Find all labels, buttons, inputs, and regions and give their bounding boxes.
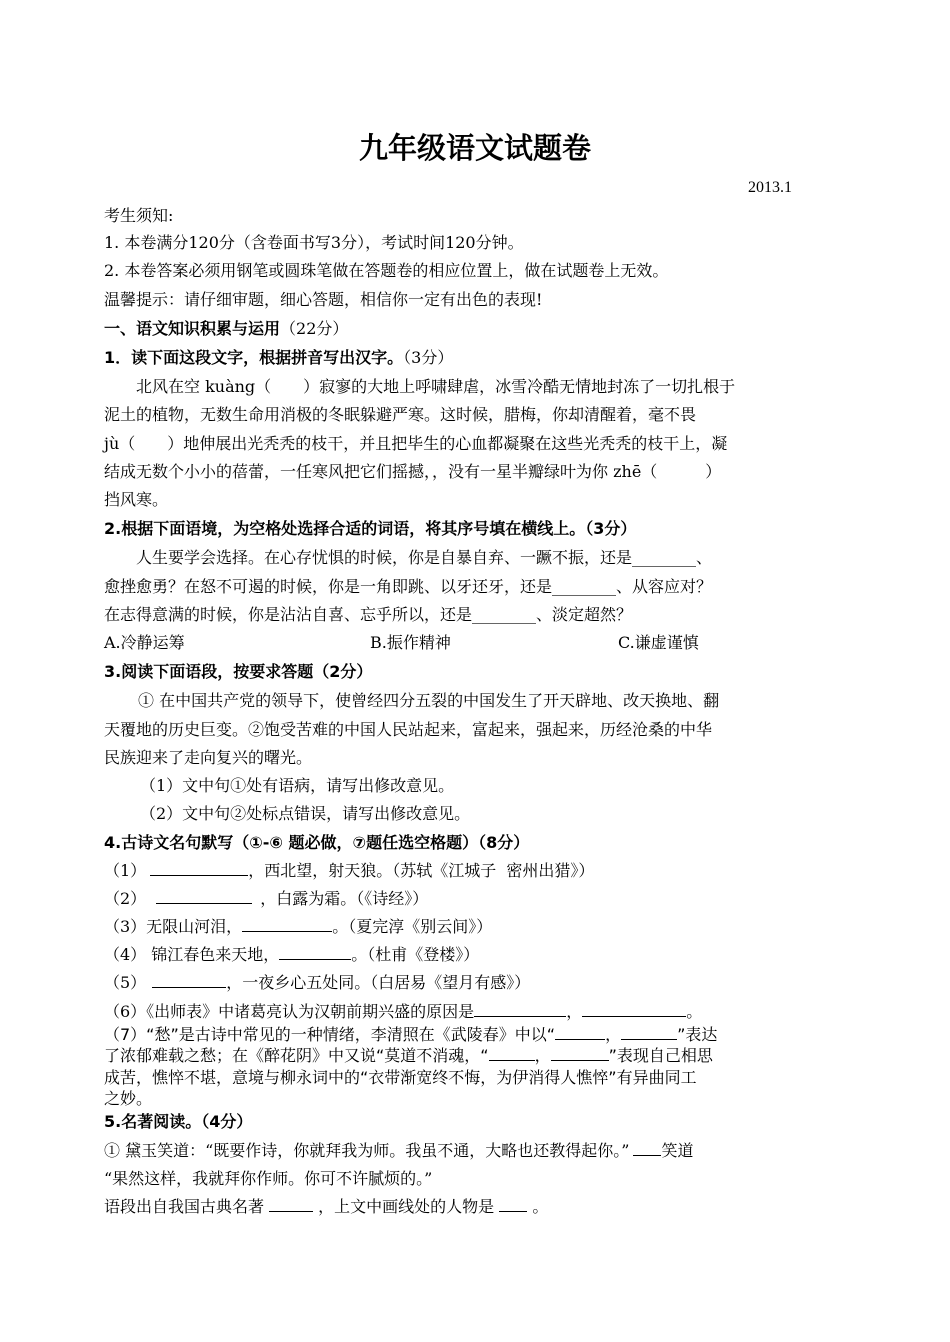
q5-quote-tail: 笑道 [661, 1141, 694, 1160]
q4-item-3-source: 。（夏完淳《别云间》） [332, 917, 493, 936]
q4-item-1-label: （1） [104, 861, 147, 880]
q4-item-4 [104, 944, 479, 966]
answer-blank[interactable] [633, 1141, 661, 1156]
q4-item-7-comma: ， [605, 1025, 622, 1044]
q5-line-2: “果然这样，我就拜你作师。你可不许腻烦的。” [104, 1169, 433, 1188]
q4-item-4-text: （4） 锦江春色来天地， [104, 945, 280, 964]
q4-item-7-tail-2: ”表现自己相思 [608, 1046, 713, 1065]
answer-blank[interactable] [551, 1046, 609, 1061]
q3-sub-2: （2）文中句②处标点错误，请写出修改意见。 [140, 804, 471, 823]
q3-heading: 3.阅读下面语段，按要求答题（2分） [104, 662, 373, 681]
q4-item-7-tail: ”表达 [677, 1025, 718, 1044]
q4-item-6-text: （6）《出师表》中诸葛亮认为汉朝前期兴盛的原因是 [104, 1002, 475, 1021]
q4-item-6-end: 。 [686, 1002, 703, 1021]
answer-blank[interactable] [150, 861, 248, 876]
q2-option-b: B.振作精神 [370, 633, 451, 652]
q4-item-7-line-4: 之妙。 [104, 1089, 153, 1108]
q4-item-2-text: ，白露为霜。（《诗经》） [260, 889, 429, 908]
q1-line-1: 北风在空 kuàng（ ）寂寥的大地上呼啸肆虐，冰雪冷酷无情地封冻了一切扎根于 [136, 377, 736, 396]
notice-tip: 温馨提示：请仔细审题，细心答题，相信你一定有出色的表现! [104, 290, 543, 309]
section-1-points: （22分） [280, 319, 349, 338]
q4-item-7-line-1 [104, 1025, 717, 1045]
answer-blank[interactable] [555, 1025, 605, 1040]
answer-blank[interactable] [499, 1197, 527, 1212]
q4-item-5 [104, 972, 530, 994]
answer-blank[interactable] [242, 917, 332, 932]
answer-blank[interactable] [582, 1002, 686, 1017]
answer-blank[interactable] [279, 945, 351, 960]
q1-title: 1．读下面这段文字，根据拼音写出汉字。 [104, 348, 404, 367]
q4-item-7-comma-2: ， [534, 1046, 551, 1065]
section-1-title: 一、语文知识积累与运用 [104, 319, 281, 338]
q2-line-1: 人生要学会选择。在心存忧惧的时候，你是自暴自弃、一蹶不振，还是________、 [136, 548, 713, 567]
q4-item-5-label: （5） [104, 973, 147, 992]
q5-heading: 5.名著阅读。（4分） [104, 1112, 253, 1131]
answer-blank[interactable] [156, 889, 252, 904]
notice-heading: 考生须知: [104, 206, 174, 225]
notice-item-2: 2. 本卷答案必须用钢笔或圆珠笔做在答题卷的相应位置上，做在试题卷上无效。 [104, 261, 669, 280]
q2-line-2: 愈挫愈勇？在怒不可遏的时候，你是一角即跳、以牙还牙，还是________、从容应对？ [104, 577, 713, 596]
q4-item-7-line-3: 成苦，憔悴不堪，意境与柳永词中的“衣带渐宽终不悔，为伊消得人憔悴”有异曲同工 [104, 1068, 697, 1087]
q4-item-2 [104, 888, 428, 910]
q1-line-5: 挡风寒。 [104, 490, 169, 509]
q4-item-6-comma: ， [566, 1002, 583, 1021]
answer-blank[interactable] [152, 973, 226, 988]
section-1-heading [104, 318, 348, 340]
q1-line-3: jù（ ）地伸展出光秃秃的枝干，并且把毕生的心血都凝聚在这些光秃秃的枝干上，凝 [104, 434, 728, 453]
exam-date: 2013.1 [748, 179, 792, 196]
q4-item-4-source: 。（杜甫《登楼》） [351, 945, 480, 964]
q4-heading: 4.古诗文名句默写（①-⑥ 题必做，⑦题任选空格题）（8分） [104, 833, 530, 852]
q5-question-end: 。 [527, 1197, 549, 1216]
q2-line-3: 在志得意满的时候，你是沾沾自喜、忘乎所以，还是________、淡定超然？ [104, 605, 633, 624]
q1-points: （3分） [403, 348, 454, 367]
q5-question-text: 语段出自我国古典名著 [104, 1197, 270, 1216]
q4-item-3 [104, 916, 492, 938]
answer-blank[interactable] [474, 1002, 566, 1017]
page-title: 九年级语文试题卷 [358, 131, 591, 165]
q4-item-2-label: （2） [104, 889, 147, 908]
q2-option-c: C.谦虚谨慎 [618, 633, 699, 652]
q4-item-6 [104, 1001, 702, 1023]
q4-item-7-text-2: 了浓郁难载之愁；在《醉花阴》中又说“莫道不消魂，“ [104, 1046, 489, 1065]
notice-item-1: 1. 本卷满分120分（含卷面书写3分），考试时间120分钟。 [104, 233, 524, 252]
q5-question-text-2: ，上文中画线处的人物是 [313, 1197, 500, 1216]
q2-option-a: A.冷静运筹 [104, 633, 185, 652]
q3-line-3: 民族迎来了走向复兴的曙光。 [104, 748, 313, 767]
q3-sub-1: （1）文中句①处有语病，请写出修改意见。 [140, 776, 455, 795]
q5-line-1 [104, 1140, 693, 1162]
q3-line-1: ① 在中国共产党的领导下，使曾经四分五裂的中国发生了开天辟地、改天换地、翻 [138, 691, 720, 710]
answer-blank[interactable] [621, 1025, 677, 1040]
q1-line-4: 结成无数个小小的蓓蕾，一任寒风把它们摇撼，，没有一星半瓣绿叶为你 zhē（ ） [104, 462, 722, 481]
q1-line-2: 泥土的植物，无数生命用消极的冬眠躲避严寒。这时候，腊梅，你却清醒着，毫不畏 [104, 405, 697, 424]
answer-blank[interactable] [269, 1197, 313, 1212]
q3-line-2: 天覆地的历史巨变。②饱受苦难的中国人民站起来，富起来，强起来，历经沧桑的中华 [104, 720, 713, 739]
q5-quote: ① 黛玉笑道：“既要作诗，你就拜我为师。我虽不通，大略也还教得起你。” [104, 1141, 630, 1160]
q2-heading: 2.根据下面语境，为空格处选择合适的词语，将其序号填在横线上。（3分） [104, 519, 637, 538]
q4-item-5-text: ，一夜乡心五处同。（白居易《望月有感》） [226, 973, 531, 992]
q5-line-3 [104, 1196, 548, 1218]
q4-item-3-text: （3）无限山河泪， [104, 917, 243, 936]
q4-item-7-line-2 [104, 1046, 713, 1066]
q4-item-1 [104, 860, 594, 882]
q1-heading [104, 347, 453, 369]
q4-item-7-text: （7）“愁”是古诗中常见的一种情绪，李清照在《武陵春》中以“ [104, 1025, 556, 1044]
answer-blank[interactable] [489, 1046, 535, 1061]
q4-item-1-text: ，西北望，射天狼。（苏轼《江城子 密州出猎》） [248, 861, 595, 880]
